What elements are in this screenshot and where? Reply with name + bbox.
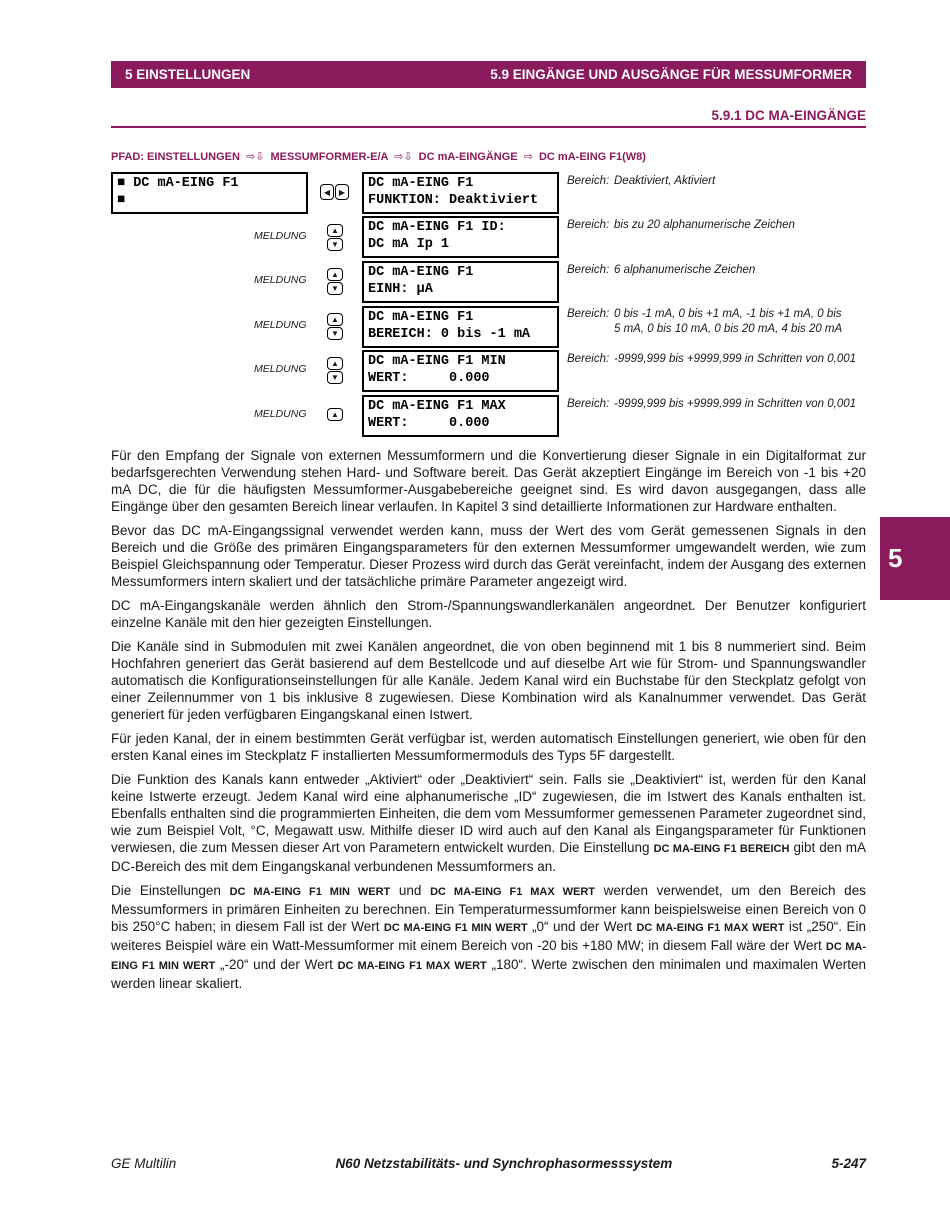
paragraph-text: gibt den mA DC-Bereich des mit dem Eingangskanal verbundenen Messumformers an. [111, 840, 867, 874]
down-arrow-key-icon: ▼ [327, 371, 343, 384]
menu-path [111, 150, 646, 163]
footer-company: GE Multilin [111, 1156, 177, 1171]
body-text [111, 447, 866, 999]
setting-name: DC MA-EING F1 MIN WERT [229, 886, 391, 898]
paragraph-text: ist „250“. Ein weiteres Beispiel wäre ein Watt-Messumformer mit einem Bereich von -20 bis +180 MW; in diesem Fall wäre der Wert [111, 919, 866, 953]
meldung-label: MELDUNG [254, 363, 307, 375]
range-value: bis zu 20 alphanumerische Zeichen [614, 219, 795, 231]
setting-name: DC MA-EING F1 MAX WERT [337, 960, 487, 972]
setting-line-1: DC mA-EING F1 [368, 265, 474, 280]
setting-display [362, 261, 559, 303]
paragraph [111, 882, 866, 992]
chapter-title: 5 EINSTELLUNGEN [125, 67, 251, 82]
range-value: Deaktiviert, Aktiviert [614, 175, 716, 187]
paragraph-text: „0“ und der Wert [532, 919, 633, 934]
range-label: Bereich: [567, 398, 610, 410]
down-arrow-key-icon: ▼ [327, 327, 343, 340]
range-label: Bereich: [567, 175, 610, 187]
paragraph-text: Die Einstellungen [111, 883, 221, 898]
setting-range [567, 352, 867, 367]
setting-range [567, 263, 867, 278]
range-value: 6 alphanumerische Zeichen [614, 264, 756, 276]
setting-range [567, 307, 867, 337]
path-step-1: MESSUMFORMER-E/A [270, 151, 389, 163]
setting-display [362, 216, 559, 258]
meldung-label: MELDUNG [254, 230, 307, 242]
subsection-title: 5.9.1 DC MA-EINGÄNGE [711, 108, 866, 123]
range-label: Bereich: [567, 264, 610, 276]
up-arrow-key-icon: ▲ [327, 268, 343, 281]
menu-header-line-2: ■ [117, 193, 126, 208]
path-step-3: DC mA-EING F1(W8) [538, 151, 646, 163]
left-right-keys [320, 184, 349, 200]
paragraph: Bevor das DC mA-Eingangssignal verwendet werden kann, muss der Wert des vom Gerät gemessenen Signals in den Bereich und die Größe des primären Eingangsparameters für den externen Messumformer umgewandelt werden, wie zum Beispiel Gleichspannung oder Temperatur. Dieser Prozess wird durch das Gerät vereinfacht, indem der Ausgang des externen Messumformers intern skaliert und der tatsächliche primäre Parameter angezeigt wird. [111, 523, 866, 589]
range-label: Bereich: [567, 308, 610, 320]
chapter-side-tab: 5 [880, 517, 950, 600]
path-step-2: DC mA-EINGÄNGE [418, 151, 518, 163]
section-header-bar [111, 61, 866, 88]
setting-line-1: DC mA-EING F1 ID: [368, 220, 506, 235]
up-arrow-key-icon: ▲ [327, 357, 343, 370]
up-down-keys [327, 313, 343, 341]
header-rule [111, 126, 866, 128]
setting-range [567, 174, 867, 189]
left-arrow-key-icon: ◀ [320, 184, 334, 200]
range-value: 0 bis -1 mA, 0 bis +1 mA, -1 bis +1 mA, 0 bis [614, 308, 842, 320]
down-arrow-key-icon: ▼ [327, 282, 343, 295]
setting-line-2: FUNKTION: Deaktiviert [368, 193, 539, 208]
meldung-label: MELDUNG [254, 274, 307, 286]
path-arrow-right-icon: ⇨ [523, 151, 533, 163]
setting-line-1: DC mA-EING F1 [368, 176, 474, 191]
setting-line-1: DC mA-EING F1 MIN [368, 354, 506, 369]
paragraph-text: Die Funktion des Kanals kann entweder „Aktiviert“ oder „Deaktiviert“ sein. Falls sie „Deaktiviert“ ist, werden für den Kanal keine Istwerte erzeugt. Jedem Kanal wird eine alphanumerische „ID“ zugewiesen, die im Istwert des Kanals enthalten ist. Ebenfalls enthalten sind die programmierten Einheiten, die dem vom Messumformer gemessenen Parameter zugeordnet sind, wie zum Beispiel Volt, °C, Megawatt usw. Mithilfe dieser ID wird auch auf den Kanal als Eingangsparameter für Funktionen verwiesen, die zum Messen dieser Art von Parametern entwickelt wurden. Die Einstellung [111, 772, 866, 855]
setting-display [362, 395, 559, 437]
menu-header-display [111, 172, 308, 214]
setting-line-2: WERT: 0.000 [368, 416, 490, 431]
paragraph [111, 771, 866, 875]
up-arrow-key-icon: ▲ [327, 313, 343, 326]
meldung-label: MELDUNG [254, 319, 307, 331]
setting-line-2: BEREICH: 0 bis -1 mA [368, 327, 531, 342]
setting-range [567, 397, 867, 412]
paragraph-text: „-20“ und der Wert [219, 957, 333, 972]
setting-name: DC MA-EING F1 MAX WERT [636, 922, 785, 934]
page-footer [111, 1156, 866, 1171]
range-label: Bereich: [567, 353, 610, 365]
paragraph: Die Kanäle sind in Submodulen mit zwei Kanälen angeordnet, die von oben beginnend mit 1 bis 8 nummeriert sind. Beim Hochfahren generiert das Gerät basierend auf dem Bestellcode und auf dieselbe Art wie für Strom- und Spannungswandler automatisch die Konfigurationseinstellungen für alle Kanäle. Jedem Kanal wird ein Buchstabe für den Steckplatz gefolgt von einer Zeilennummer von 1 bis inklusive 8 zugewiesen. Diese Kombination wird als Kanalnummer verwendet. Das Gerät generiert für jeden verfügbaren Eingangskanal einen Istwert. [111, 639, 866, 722]
paragraph-text: und [398, 883, 422, 898]
setting-line-2: EINH: µA [368, 282, 433, 297]
range-label: Bereich: [567, 219, 610, 231]
down-arrow-key-icon: ▼ [327, 238, 343, 251]
setting-range [567, 218, 867, 233]
setting-name: DC MA-EING F1 BEREICH [653, 843, 790, 855]
setting-line-2: WERT: 0.000 [368, 371, 490, 386]
footer-title: N60 Netzstabilitäts- und Synchrophasormesssystem [335, 1156, 673, 1171]
range-value: -9999,999 bis +9999,999 in Schritten von 0,001 [614, 398, 856, 410]
meldung-label: MELDUNG [254, 408, 307, 420]
setting-line-2: DC mA Ip 1 [368, 237, 450, 252]
range-value-continued: 5 mA, 0 bis 10 mA, 0 bis 20 mA, 4 bis 20 mA [614, 323, 843, 335]
paragraph: Für jeden Kanal, der in einem bestimmten Gerät verfügbar ist, werden automatisch Einstellungen generiert, wie oben für den ersten Kanal eines im Steckplatz F installierten Messumformermoduls des Typs 5F dargestellt. [111, 731, 866, 763]
setting-display [362, 350, 559, 392]
path-arrow-down-icon: ⇨⇩ [246, 151, 265, 163]
up-arrow-key-icon: ▲ [327, 408, 343, 421]
range-value: -9999,999 bis +9999,999 in Schritten von 0,001 [614, 353, 856, 365]
path-prefix: PFAD: EINSTELLUNGEN [111, 151, 240, 163]
path-arrow-down-icon: ⇨⇩ [394, 151, 413, 163]
paragraph: DC mA-Eingangskanäle werden ähnlich den Strom-/Spannungswandlerkanälen angeordnet. Der Benutzer konfiguriert einzelne Kanäle mit den hier gezeigten Einstellungen. [111, 598, 866, 630]
setting-name: DC MA-EING F1 MAX WERT [430, 886, 596, 898]
up-arrow-key-icon: ▲ [327, 224, 343, 237]
page-number: 5-247 [831, 1156, 866, 1171]
paragraph-text: „180“. Werte zwischen den minimalen und maximalen Werten werden linear skaliert. [111, 957, 866, 991]
section-title: 5.9 EINGÄNGE UND AUSGÄNGE FÜR MESSUMFORMER [490, 67, 852, 82]
up-down-keys [327, 268, 343, 296]
setting-line-1: DC mA-EING F1 MAX [368, 399, 506, 414]
setting-line-1: DC mA-EING F1 [368, 310, 474, 325]
menu-header-line-1: ■ DC mA-EING F1 [117, 176, 239, 191]
paragraph-text: werden verwendet, um den Bereich des Messumformers in primären Einheiten zu berechnen. Ein Temperaturmessumformer kann beispielsweise einen Bereich von 0 bis 250°C haben; in diesem Fall ist der Wert [111, 883, 866, 934]
setting-display [362, 172, 559, 214]
right-arrow-key-icon: ▶ [335, 184, 349, 200]
up-down-keys [327, 224, 343, 252]
paragraph: Für den Empfang der Signale von externen Messumformern und die Konvertierung dieser Signale in ein Digitalformat zur bedarfsgerechten Verwendung stehen Hard- und Software bereit. Das Gerät akzeptiert Eingänge im Bereich von -1 bis +20 mA DC, die für die häufigsten Messumformer-Ausgabebereiche geeignet sind. Es wird davon ausgegangen, dass alle Eingänge über den gesamten Bereich linear verlaufen. In Kapitel 3 sind detaillierte Informationen zur Hardware enthalten. [111, 448, 866, 514]
setting-name: DC MA-EING F1 MIN WERT [383, 922, 528, 934]
up-key [327, 408, 343, 422]
up-down-keys [327, 357, 343, 385]
setting-display [362, 306, 559, 348]
setting-name: DC MA-EING F1 MIN WERT [111, 941, 866, 972]
